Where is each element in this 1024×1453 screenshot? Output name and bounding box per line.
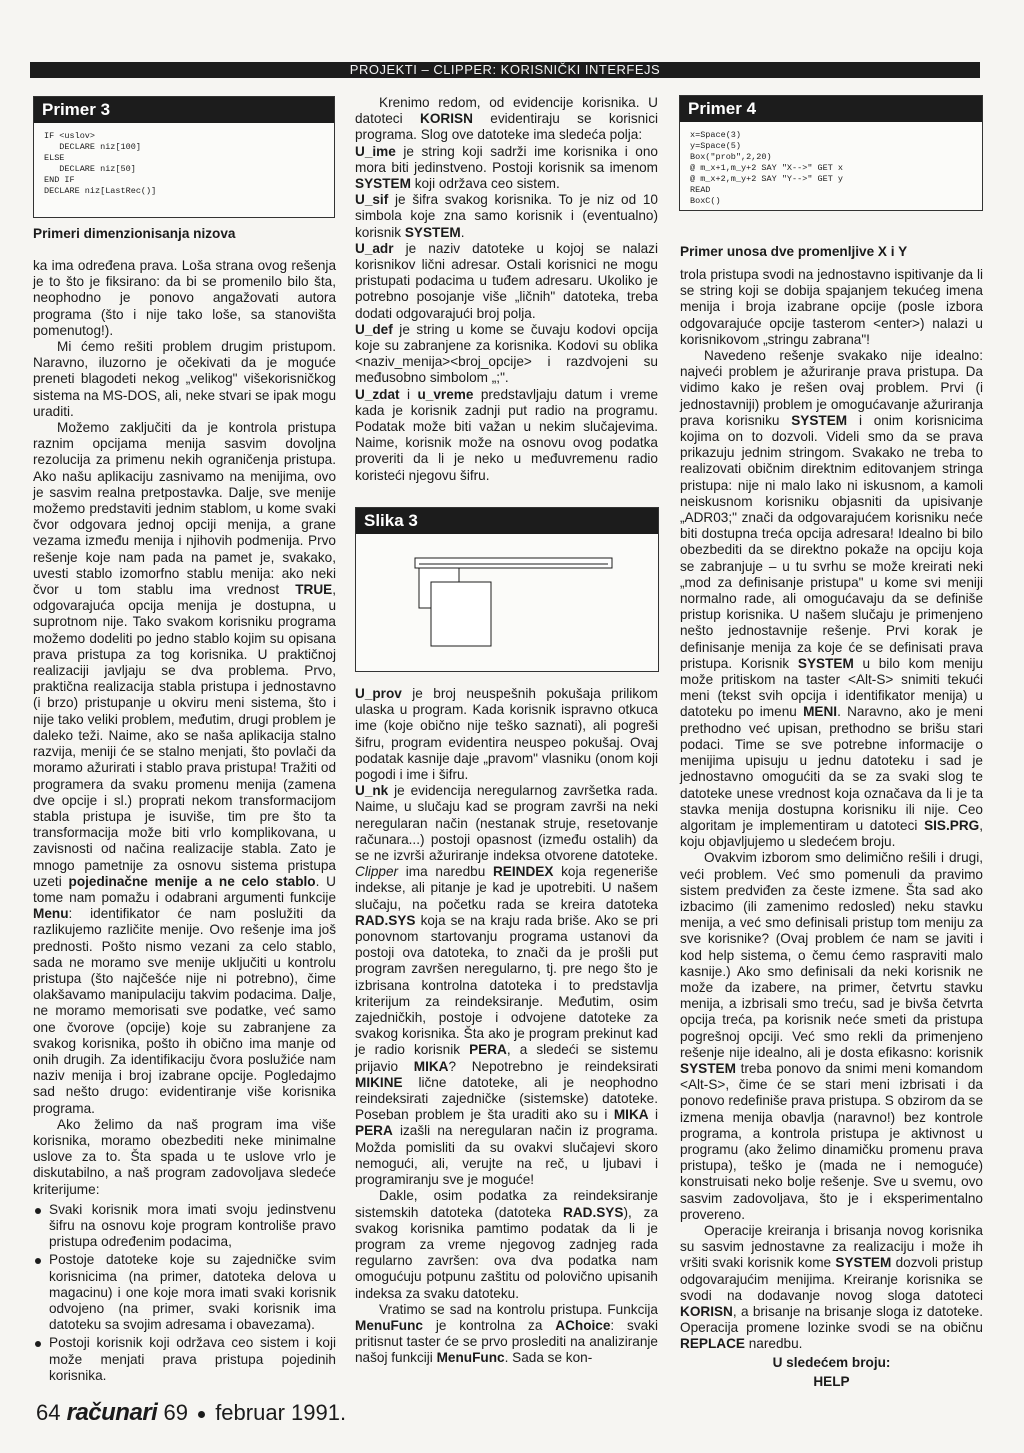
col3-paragraph-1: trola pristupa svodi na jednostavno ispitivanje da li se string koji se dobija spajanjem tekućeg imena menija i broja izabrane opcije (posle izbora odgovarajuće opcije tasterom <enter>) nalazi u korisnikovom „stringu zabrana"! <box>680 267 983 347</box>
field-u-zdat: U_zdat i u_vreme predstavljaju datum i vreme kada je korisnik zadnji put radio na programu. Podatak može biti važan u nekim slučajevima. Naime, korisnik može na osnovu ovog podatka proveriti da li je neko u međuvremenu radio koristeći njegovu šifru. <box>355 386 659 483</box>
magazine-logo: računari <box>66 1399 158 1426</box>
col1-paragraph-1: ka ima određena prava. Loša strana ovog rešenja je to što je fiksirano: da bi se promenilo bilo šta, neophodno je ponovo angažovati autora programa (što i nije tako loše, sa stanovišta pomenutog!). <box>33 258 336 338</box>
field-u-sif: U_sif je šifra svakog korisnika. To je niz od 10 simbola koje zna samo korisnik i (eventualno) korisnik SYSTEM. <box>355 192 658 240</box>
primer3-code: IF <uslov> DECLARE niz[100] ELSE DECLARE niz[50] END IF DECLARE niz[LastRec()] <box>44 131 157 196</box>
column-3 <box>680 267 983 1390</box>
col3-paragraph-2: Navedeno rešenje svakako nije idealno: najveći problem je ažuriranje prava pristupa. Da vidimo kako je rešen ovaj problem. Prvi (i jednostavniji) problem je omogućavanje ažuriranja prava korisniku SYSTEM i onim korisnicima kojima on to dozvoli. Videli smo da se prava prikazuju jednim stringom. Svakako ne treba to realizovati običnim direktnim editovanjem stringa pristupa: nije ni malo lako ni iskusnom, a kamoli neiskusnom korisniku objasniti da upisivanje „ADR03;" znači da odgovarajućem korisniku neće biti dostupna treća opcija adresara! Idealno bi bilo obezbediti da se direktno pokaže na opciju koja se zabranjuje – u tu svrhu se može kreirati neki „mod za definisanje pristupa" u kome svi meniji normalno rade, ali omogućavaju da se definiše pristup korisnika. U našem slučaju je primenjeno nešto jednostavnije rešenje. Prvi korak je definisanje menija za koje će se definisati prava pristupa. Korisnik SYSTEM u bilo kom meniju može pritiskom na taster <Alt-S> snimiti tekući meni (tekst svih opcija i identifikator menija) u datoteku po imenu MENI. Naravno, ako je meni prethodno već upisan, prethodno se brišu stari podaci. Time se sve potrebne informacije o menijima upisuju u jednu datoteku i sad je jednostavno omogućiti da se za svaki slog te datoteke unese vrednost koja označava da li je ta stavka menija dostupna korisniku ili nije. Ceo algoritam je implementiram u datoteci SIS.PRG, koju objavljujemo u sledećem broju. <box>680 348 984 850</box>
field-u-ime: U_ime je string koji sadrži ime korisnika i ono mora biti jedinstveno. Postoji korisnik sa imenom SYSTEM koji održava ceo sistem. <box>355 143 658 192</box>
next-issue-label: U sledećem broju: <box>772 1354 891 1370</box>
figure-window-wide <box>415 558 612 568</box>
column-2-bottom <box>355 686 658 1367</box>
primer4-code: x=Space(3) y=Space(5) Box("prob",2,20) @ m_x+1,m_y+2 SAY "X-->" GET x @ m_x+2,m_y+2 SAY "Y-->" GET y READ BoxC() <box>690 130 844 206</box>
bullet-dot-icon <box>198 1411 205 1418</box>
field-u-def: U_def je string u kome se čuvaju kodovi opcija koje su zabranjene za korisnika. Kodovi su oblika <naziv_menija><broj_opcije> i razdvojeni su međusobno simbolom „;". <box>355 321 658 386</box>
criteria-list <box>33 1202 336 1384</box>
section-header: PROJEKTI – CLIPPER: KORISNIČKI INTERFEJS <box>30 62 980 78</box>
list-item: Postoji korisnik koji održava ceo sistem i koji može menjati prava pristupa pojedinih korisnika. <box>33 1335 336 1384</box>
primer3-box <box>33 96 335 218</box>
field-u-nk: U_nk je evidencija neregularnog završetka rada. Naime, u slučaju kad se program završi na neki neregularan način (nestanak struje, resetovanje računara...) postoji opasnost (između ostalih) da se ne izvrši ažuriranje indeksa otvorene datoteke. Clipper ima naredbu REINDEX koja regeneriše indekse, ali pitanje je kad je upotrebiti. U našem slučaju, na početku rada se kreira datoteka RAD.SYS koja se na kraju rada briše. Ako se pri ponovnom startovanju programa ustanovi da postoji ova datoteka, to znači da je prošli put program završen neregularno, tj. pre nego što je izbrisana kontrolna datoteka i to predstavlja kriterijum za reindeksiranje. Međutim, osim zajedničkih, postoje i odvojene datoteke za svakog korisnika. Šta ako je program prekinut kad je radio korisnik PERA, a sledeći se sistemu prijavio MIKA? Nepotrebno je reindeksirati MIKINE lične datoteke, ali je neophodno reindeksirati zajedničke (sistemske) datoteke. Poseban problem je šta uraditi ako su i MIKA i PERA izašli na neregularan način iz programa. Možda pomisliti da su ovakvi slučajevi skoro nemogući, ali, verujte na reč, u ljubavi i programiranju sve je moguće! <box>355 783 659 1188</box>
col2b-paragraph-4: Vratimo se sad na kontrolu pristupa. Funkcija MenuFunc je kontrolna za AChoice: svaki pritisnut taster će se prvo proslediti na analiziranje našoj funkciji MenuFunc. Sada se kon- <box>355 1301 658 1366</box>
primer4-title: Primer 4 <box>680 96 982 122</box>
col3-paragraph-4: Operacije kreiranja i brisanja novog korisnika su sasvim jednostavne za realizaciju i može ih vršiti svaki korisnik kome SYSTEM dozvoli pristup odgovarajućim menijima. Kreiranje korisnika se svodi na dodavanje novog sloga datoteci KORISN, a brisanje na brisanje sloga iz datoteke. Operacija promene lozinke svodi se na običnu REPLACE naredbu. <box>680 1222 983 1352</box>
issue-number: 69 <box>163 1400 188 1425</box>
primer3-title: Primer 3 <box>34 97 334 123</box>
column-1 <box>33 258 336 1386</box>
figure-window-front <box>431 582 491 646</box>
col1-paragraph-3: Možemo zaključiti da je kontrola pristupa raznim opcijama menija sasvim dovoljna rezolucija za primenu nekih ograničenja pristupa. Ako našu aplikaciju zasnivamo na menijima, ovo je sasvim realna pretpostavka. Dalje, sve menije možemo predstaviti jednim stablom, u kome svaki čvor odgovara jednoj opciji menija, a grane vezama između menija i njihovih podmenija. Prvo rešenje koje nam pada na pamet je, svakako, uvesti stablo izomorfno stablu menija: ako neki čvor u tom stablu ima vrednost TRUE, odgovarajuća opcija menija je dostupna, u suprotnom nije. Tako svakom korisniku programa možemo dodeliti po jedno stablo kojim su opisana prava pristupa za tog korisnika. U praktičnoj realizaciji javljaju se dva problema. Prvo, praktična realizacija stabla pristupa i jednostavno (i brzo) pristupanje u okviru meni sistema, što i nije tako veliki problem, međutim, drugi problem je daleko teži. Naime, ako se naša aplikacija stalno razvija, meniji će se stalno menjati, što povlači da moramo ažurirati i stablo prava pristupa! Tražiti od programera da svaku promenu menija (zamena dve opcije i sl.) proprati nekom transformacijom stabla pristupa je isuviše, tim pre što ta transformacija može biti vrlo komplikovana, u zavisnosti od načina realizacije stabla. Zato je mnogo pametnije za osnovu sistema pristupa uzeti pojedinačne menije a ne celo stablo. U tome nam pomažu i odabrani argumenti funkcije Menu: identifikator će nam poslužiti da razlikujemo različite menije. Ovo rešenje ima još prednosti. Pošto nismo vezani za celo stablo, sada ne moramo sve menije uključiti u kontrolu pristupa (što najčešće nije ni potrebno), čime olakšavamo manipulaciju takvim podacima. Dalje, ne moramo memorisati sve podatke, već samo one čvorove (opcije) koje su zabranjene za svakog korisnika, pošto ih obično ima manje od onih drugih. Za identifikaciju čvora poslužiće nam naziv menija i broj izabrane opcije. Pogledajmo sad nešto drugo: evidentiranje više korisnika programa. <box>33 420 336 1116</box>
list-item: Svaki korisnik mora imati svoju jedinstvenu šifru na osnovu koje program kontroliše pravo pristupa određenim podacima, <box>33 1202 336 1251</box>
field-u-prov: U_prov je broj neuspešnih pokušaja prilikom ulaska u program. Kada korisnik ispravno otkuca ime (koje obično nije teško saznati), ali pogreši šifru, program evidentira neuspeo pokušaj. Ovaj podatak kasnije daje „pravom" vlasniku (onom koji pogodi i ime i šifru. <box>355 686 659 783</box>
slika3-box <box>355 507 659 672</box>
slika3-title: Slika 3 <box>356 508 658 534</box>
next-issue-topic: HELP <box>813 1373 850 1389</box>
col3-paragraph-3: Ovakvim izborom smo delimično rešili i drugi, veći problem. Već smo pomenuli da pravimo sistem predviđen za česte izmene. Šta sad ako izbacimo (ili zamenimo redosled) neku stavku menija, a već smo definisali pristup tom meniju za sve korisnike? (Ovaj problem će nam se javiti i kod help sistema, o čemu ćemo raspraviti malo kasnije.) Ako smo definisali da neki korisnik ne može da izabere, na primer, četvrtu stavku menija, a izbrisali smo treću, sad je bivša četvrta opcija treća, pa korisnik neće smeti da pristupa pogrešnoj opciji. Već smo rekli da primenjeno rešenje nije idealno, ali je dosta efikasno: korisnik SYSTEM treba ponovo da snimi meni komandom <Alt-S>, čime će se stari meni izbrisati i da ponovo redefiniše prava pristupa. S obzirom da se izmena menija obavlja (naravno!) bez kontrole programa, a kontrola pristupa je aktivnost u programu (ako želimo dinamičku promenu prava pristupa), teško je (mada ne i nemoguće) konstruisati neko bolje rešenje. Sve u svemu, ovo sasvim zadovoljava, što je i eksperimentalno provereno. <box>680 850 984 1222</box>
primer4-caption: Primer unosa dve promenljive X i Y <box>680 244 908 259</box>
list-item: Postoje datoteke koje su zajedničke svim korisnicima (na primer, datoteka delova u magacinu) i one koje mora imati svaki korisnik odvojeno (na primer, svaki korisnik ima datoteku sa svojim adresama i obavezama). <box>33 1252 336 1333</box>
slika3-figure <box>356 534 656 668</box>
col1-paragraph-2: Mi ćemo rešiti problem drugim pristupom. Naravno, iluzorno je očekivati da je moguće preneti blagodeti nekog „velikog" višekorisničkog sistema na MS-DOS, ali, neke stvari se ipak mogu uraditi. <box>33 339 336 419</box>
column-2-top <box>355 95 658 484</box>
col1-paragraph-4: Ako želimo da naš program ima više korisnika, moramo obezbediti neke minimalne uslove za to. Šta spada u te uslove vrlo je diskutabilno, a naš program zadovoljava sledeće kriterijume: <box>33 1116 336 1197</box>
page-footer <box>36 1399 346 1427</box>
primer4-box <box>679 95 983 211</box>
primer3-caption: Primeri dimenzionisanja nizova <box>33 226 236 241</box>
issue-date: februar 1991. <box>215 1400 347 1425</box>
col2-paragraph-1: Krenimo redom, od evidencije korisnika. U datoteci KORISN evidentiraju se korisnici programa. Slog ove datoteke ima sledeća polja: <box>355 95 659 143</box>
page-number: 64 <box>36 1400 61 1425</box>
col2b-paragraph-3: Dakle, osim podatka za reindeksiranje sistemskih datoteka (datoteka RAD.SYS), za svakog korisnika pamtimo podatak da li je program za vreme njegovog zadnjeg rada regularno završen: ova dva podatka nam omogućuju potpunu zaštitu od polovično upisanih indeksa za svaku datoteku. <box>355 1188 658 1301</box>
field-u-adr: U_adr je naziv datoteke u kojoj se nalazi korisnikov lični adresar. Ostali korisnici ne mogu pristupati podacima u tuđem adresaru. Ukoliko je potrebno posojanje više „ličnih" datoteka, treba dodati odgovarajući broj polja. <box>355 240 658 321</box>
